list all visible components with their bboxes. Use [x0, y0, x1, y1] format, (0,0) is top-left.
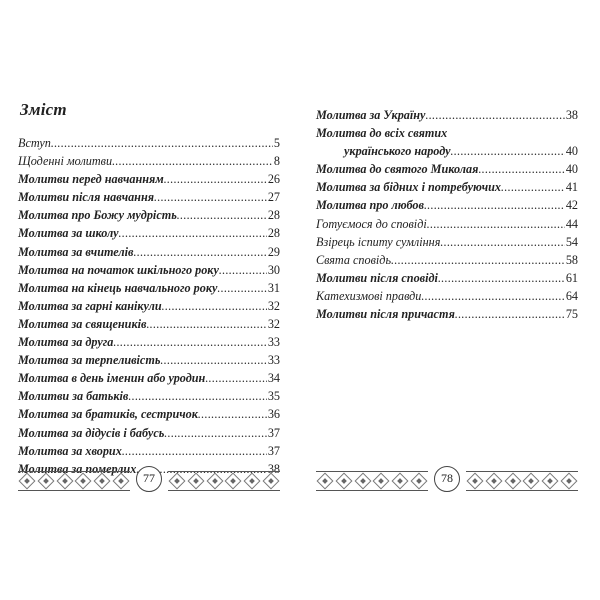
page-number: 77 [136, 466, 162, 492]
toc-entry: Готуємося до сповіді ..... 44 [316, 215, 578, 233]
toc-entry: Молитва в день іменин або уродин ..... 34 [18, 369, 280, 387]
toc-entry: Молитва за померлих ..... 38 [18, 460, 280, 478]
toc-entry: українського народу ..... 40 [316, 142, 578, 160]
ornament-border-icon [316, 471, 428, 491]
toc-entry: Взірець іспиту сумління ..... 54 [316, 233, 578, 251]
toc-entry: Молитви після навчання ..... 27 [18, 188, 280, 206]
toc-entry: Молитва за Україну ..... 38 [316, 106, 578, 124]
toc-entry: Молитва за братиків, сестричок ..... 36 [18, 405, 280, 423]
toc-heading: Зміст [20, 100, 67, 119]
ornament-border-icon [168, 471, 280, 491]
toc-entry: Молитва за хворих ..... 37 [18, 442, 280, 460]
toc-entry: Молитва до всіх святих [316, 126, 448, 141]
toc-entry: Молитва на кінець навчального року ..... 31 [18, 279, 280, 297]
toc-entry: Молитва за вчителів ..... 29 [18, 243, 280, 261]
toc-entry: Молитва за друга ..... 33 [18, 333, 280, 351]
toc-entry: Молитви за батьків ..... 35 [18, 387, 280, 405]
toc-entry: Молитва за терпеливість ..... 33 [18, 351, 280, 369]
toc-entry: Молитва за священиків ..... 32 [18, 315, 280, 333]
toc-entry: Молитва на початок шкільного року ..... 30 [18, 261, 280, 279]
toc-entry: Вступ ..... 5 [18, 134, 280, 152]
toc-entry: Молитва про любов ..... 42 [316, 196, 578, 214]
toc-entry: Молитва за гарні канікули ..... 32 [18, 297, 280, 315]
page-footer-left [18, 466, 280, 494]
toc-entry: Щоденні молитви ..... 8 [18, 152, 280, 170]
toc-entry: Свята сповідь ..... 58 [316, 251, 578, 269]
ornament-border-icon [18, 471, 130, 491]
toc-entry: Молитва за бідних і потребуючих ..... 41 [316, 178, 578, 196]
page-footer-right [316, 466, 578, 494]
toc-entry: Молитва за дідусів і бабусь ..... 37 [18, 424, 280, 442]
toc-entry: Катехизмові правди ..... 64 [316, 287, 578, 305]
toc-list-right [316, 106, 578, 323]
toc-entry: Молитви після причастя ..... 75 [316, 305, 578, 323]
toc-list-left [18, 134, 280, 478]
toc-entry: Молитва до святого Миколая ..... 40 [316, 160, 578, 178]
ornament-border-icon [466, 471, 578, 491]
toc-entry: Молитва за школу ..... 28 [18, 224, 280, 242]
toc-entry: Молитви перед навчанням ..... 26 [18, 170, 280, 188]
toc-entry: Молитва про Божу мудрість ..... 28 [18, 206, 280, 224]
toc-entry: Молитви після сповіді ..... 61 [316, 269, 578, 287]
page-number: 78 [434, 466, 460, 492]
